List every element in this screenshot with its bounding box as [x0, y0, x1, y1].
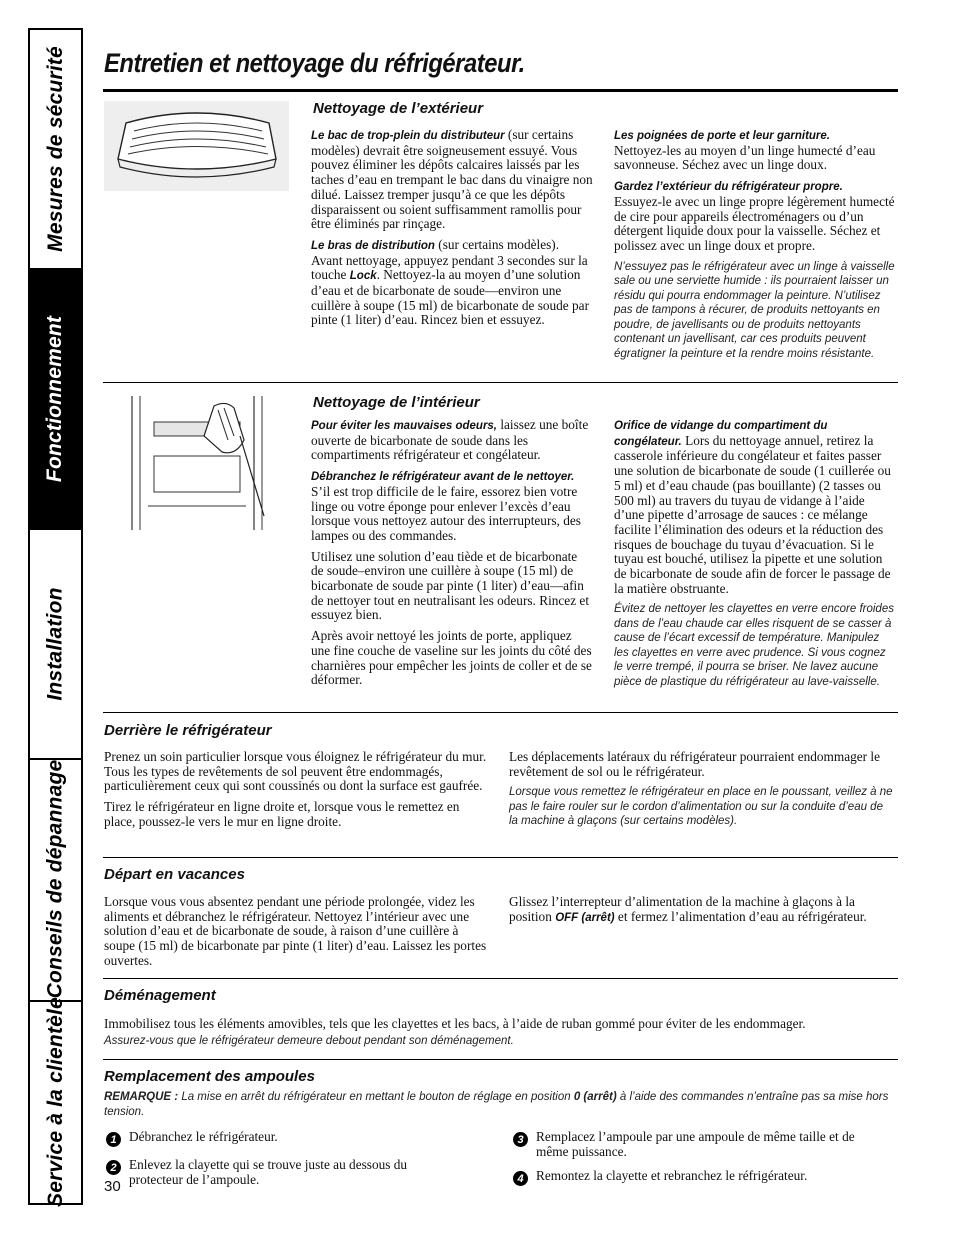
- divider: [103, 712, 898, 713]
- behind-left-text: [104, 750, 489, 836]
- bulbs-heading: Remplacement des ampoules: [104, 1068, 315, 1085]
- solution-text: Utilisez une solution d’eau tiède et de bicarbonate de soude–environ une cuillère à soupe (15 ml) de bicarbonate de soude par pinte (1 liter) d’eau—afin de nettoyer tout en neutralisant les odeurs. Rincez et essuyez bien.: [311, 548, 590, 623]
- behind-paragraph-1: Prenez un soin particulier lorsque vous éloignez le réfrigérateur du mur. Tous les types de revêtements de sol peuvent être endommagés, particulièrement ceux qui sont coussinés ou dont la surface est gaufrée.: [104, 749, 487, 794]
- vacation-paragraph: Lorsque vous vous absentez pendant une période prolongée, videz les aliments et débranchez le réfrigérateur. Nettoyez l’intérieur avec une solution d’eau et de bicarbonate de soude, à raison d’une cuillère à soupe (15 ml) de bicarbonate par pinte (1 liter) d’eau. Laissez les portes ouvertes.: [104, 894, 487, 968]
- interior-right-text: [614, 418, 896, 695]
- step-number-3: 3: [513, 1132, 528, 1147]
- interior-cleaning-illustration: [104, 396, 289, 530]
- overflow-tray-illustration: [104, 101, 289, 191]
- vacation-right-text: [509, 895, 894, 931]
- exterior-heading: Nettoyage de l’extérieur: [313, 100, 484, 117]
- exterior-caution-note: N’essuyez pas le réfrigérateur avec un linge à vaisselle sale ou une serviette humide : ils pourraient laisser un résidu qui pourra endommager la peinture. N’utilisez pas de tampons à récurer, de produits nettoyants en poudre, de javellisants ou de produits nettoyants contenant un javellisant, car ces produits peuvent égratigner la peinture et la rendre moins résistante.: [614, 260, 895, 360]
- remark-text-2: à l’aide des commandes n’entraîne pas sa mise hors tension.: [104, 1091, 889, 1118]
- step-number-4: 4: [513, 1171, 528, 1186]
- page-number: 30: [104, 1178, 121, 1195]
- section-tab-bar: [28, 28, 83, 1205]
- tab-mesures-de-securite[interactable]: [30, 30, 81, 270]
- tab-label: Fonctionnement: [43, 315, 67, 483]
- unplug-text: S’il est trop difficile de le faire, essorez bien votre linge ou votre éponge pour enlever l’excès d’eau lorsque vous nettoyez autour des interrupteurs, des lampes ou des commandes.: [311, 483, 581, 543]
- divider: [103, 1059, 898, 1060]
- vacation-left-text: [104, 895, 489, 975]
- behind-heading: Derrière le réfrigérateur: [104, 722, 272, 739]
- interior-left-text: [311, 418, 593, 694]
- drain-text: Lors du nettoyage annuel, retirez la casserole inférieure du congélateur et faites passer une solution de bicarbonate de soude (1 cuillerée ou 5 ml) et d’eau chaude (pas bouillante) (2 tasses ou 500 ml) au travers du tuyau de vidange à l’aide d’une pipette d’arrosage de sauces : ce mélange facilite l’élimination des odeurs et la réduction des risques de bouchage du tuyau d’évacuation. Si le tuyau est bouché, utilisez la pipette et une solution de bicarbonate de soude afin de forcer le passage de la matière obstruante.: [614, 432, 891, 596]
- drain-lead: Orifice de vidange du compartiment du congélateur.: [614, 420, 828, 448]
- step-1-text: Débranchez le réfrigérateur.: [129, 1129, 278, 1144]
- keep-clean-lead: Gardez l’extérieur du réfrigérateur propre.: [614, 181, 843, 194]
- dispenser-arm-text-2: . Nettoyez-la au moyen d’une solution d’eau et de bicarbonate de soude—environ une cuillère à soupe (15 ml) de bicarbonate de soude par pinte (1 liter) d’eau. Rincez bien et essuyez.: [311, 267, 590, 328]
- odor-text: laissez une boîte ouverte de bicarbonate de soude dans les compartiments réfrigérateur et congélateur.: [311, 417, 589, 463]
- zero-label: 0 (arrêt): [573, 1091, 617, 1103]
- overflow-tray-text: (sur certains modèles) devrait être soigneusement essuyé. Vous pouvez éliminer les dépôts calcaires laissés par les taches d’eau en trempant le bac dans du vinaigre non dilué. Laissez tremper jusqu’à ce que les dépôts disparaissent ou soient suffisamment ramollis pour être éliminés par rinçage.: [311, 127, 593, 232]
- unplug-lead: Débranchez le réfrigérateur avant de le nettoyer.: [311, 471, 575, 484]
- glass-shelf-note: Évitez de nettoyer les clayettes en verre encore froides dans de l’eau chaude car elles risquent de se casser à cause de l’écart excessif de température. Manipulez les clayettes en verre avec prudence. Si vous cognez le verre trempé, il pourra se briser. Ne lavez aucune pièce de plastique du réfrigérateur au lave-vaisselle.: [614, 603, 894, 688]
- step-3-text: Remplacez l’ampoule par une ampoule de même taille et de même puissance.: [536, 1129, 855, 1159]
- tab-fonctionnement[interactable]: [30, 268, 81, 530]
- exterior-left-text: [311, 128, 593, 334]
- overflow-tray-lead: Le bac de trop-plein du distributeur: [311, 130, 505, 142]
- odor-lead: Pour éviter les mauvaises odeurs,: [311, 420, 498, 432]
- icemaker-text-2: et fermez l’alimentation d’eau au réfrigérateur.: [614, 908, 867, 924]
- interior-heading: Nettoyage de l’intérieur: [313, 394, 480, 411]
- behind-paragraph-3: Les déplacements latéraux du réfrigérateur pourraient endommager le revêtement de sol ou le réfrigérateur.: [509, 749, 881, 779]
- moving-note: Assurez-vous que le réfrigérateur demeure debout pendant son déménagement.: [104, 1034, 514, 1047]
- icemaker-text: Glissez l’interrepteur d’alimentation de la machine à glaçons à la position: [509, 894, 855, 924]
- page-title: Entretien et nettoyage du réfrigérateur.: [104, 48, 525, 78]
- tab-conseils-de-depannage[interactable]: [30, 758, 81, 1002]
- dispenser-arm-lead: Le bras de distribution: [311, 239, 435, 252]
- off-label: OFF (arrêt): [555, 911, 615, 924]
- behind-note: Lorsque vous remettez le réfrigérateur en place en le poussant, veillez à ne pas le faire rouler sur le cordon d’alimentation ou sur la conduite d’eau de la machine à glaçons (sur certains modèles).: [509, 786, 893, 828]
- divider: [103, 857, 898, 858]
- remark-label: REMARQUE :: [104, 1091, 179, 1103]
- step-4-text: Remontez la clayette et rebranchez le réfrigérateur.: [536, 1168, 808, 1183]
- handles-text: Nettoyez-les au moyen d’un linge humecté d’eau savonneuse. Séchez avec un linge doux.: [614, 142, 876, 173]
- exterior-right-text: [614, 128, 896, 367]
- vacation-heading: Départ en vacances: [104, 866, 245, 883]
- gasket-text: Après avoir nettoyé les joints de porte, appliquez une fine couche de vaseline sur les joints du côté des charnières pour empêcher les joints de coller et de se déformer.: [311, 628, 592, 688]
- tab-installation[interactable]: [30, 530, 81, 760]
- moving-heading: Déménagement: [104, 987, 216, 1004]
- title-rule: [103, 89, 898, 92]
- behind-right-text: [509, 750, 894, 835]
- step-number-2: 2: [106, 1160, 121, 1175]
- tab-label: Installation: [43, 587, 67, 701]
- bulbs-remark: [104, 1090, 896, 1119]
- handles-lead: Les poignées de porte et leur garniture.: [614, 130, 830, 142]
- divider: [103, 978, 898, 979]
- lock-key-label: Lock: [349, 270, 377, 283]
- step-number-1: 1: [106, 1132, 121, 1147]
- tab-label: Service à la clientèle: [43, 996, 67, 1207]
- remark-text: La mise en arrêt du réfrigérateur en mettant le bouton de réglage en position: [178, 1091, 574, 1103]
- moving-paragraph: Immobilisez tous les éléments amovibles, tels que les clayettes et les bacs, à l’aide de ruban gommé pour éviter de les endommager.: [104, 1016, 806, 1031]
- dispenser-arm-text: (sur certains modèles). Avant nettoyage, appuyez pendant 3 secondes sur la touche: [311, 236, 588, 283]
- divider: [103, 382, 898, 383]
- tab-service-a-la-clientele[interactable]: [30, 996, 81, 1207]
- keep-clean-text: Essuyez-le avec un linge propre légèrement humecté de cire pour appareils électroménagers ou d’un détergent liquide doux pour la vaisselle. Séchez et polissez avec un linge doux et propre.: [614, 193, 895, 253]
- tab-label: Mesures de sécurité: [43, 46, 67, 252]
- behind-paragraph-2: Tirez le réfrigérateur en ligne droite et, lorsque vous le remettez en place, poussez-le vers le mur en ligne droite.: [104, 799, 460, 829]
- step-2-text: Enlevez la clayette qui se trouve juste au dessous du protecteur de l’ampoule.: [129, 1157, 408, 1187]
- moving-text: [104, 1017, 896, 1054]
- tab-label: Conseils de dépannage: [43, 759, 67, 999]
